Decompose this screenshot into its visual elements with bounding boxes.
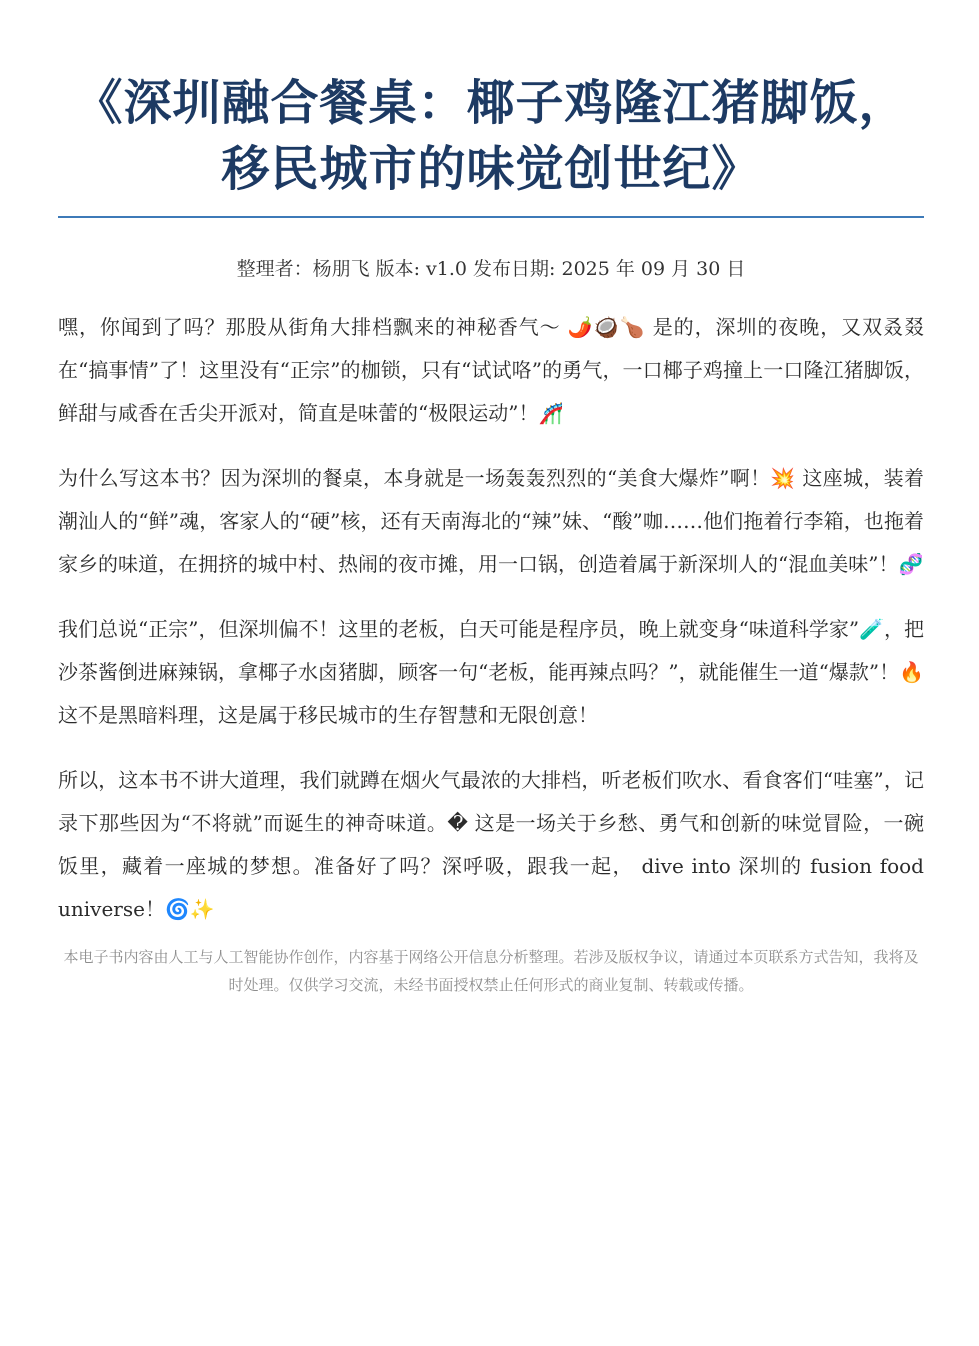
document-title: 《深圳融合餐桌：椰子鸡隆江猪脚饭，移民城市的味觉创世纪》: [74, 75, 908, 197]
document-meta: 整理者：杨朋飞 版本: v1.0 发布日期: 2025 年 09 月 30 日: [236, 258, 746, 280]
paragraph-intro: 嘿，你闻到了吗？那股从街角大排档飘来的神秘香气～ 🌶️🥥🍗 是的，深圳的夜晚，又双叒叕在“搞事情”了！这里没有“正宗”的枷锁，只有“试试咯”的勇气，一口椰子鸡撞上一口隆江猪脚饭，鲜甜与咸香在舌尖开派对，简直是味蕾的“极限运动”！🎢: [58, 315, 924, 425]
paragraph-conclusion: 所以，这本书不讲大道理，我们就蹲在烟火气最浓的大排档，听老板们吹水、看食客们“哇塞”，记录下那些因为“不将就”而诞生的神奇味道。� 这是一场关于乡愁、勇气和创新的味觉冒险，一碗饭里，藏着一座城的梦想。准备好了吗？深呼吸，跟我一起， dive into 深圳的 fusion food universe！🌀✨: [58, 768, 924, 921]
paragraph-authenticity: 我们总说“正宗”，但深圳偏不！这里的老板，白天可能是程序员，晚上就变身“味道科学家”🧪，把沙茶酱倒进麻辣锅，拿椰子水卤猪脚，顾客一句“老板，能再辣点吗？”，就能催生一道“爆款”！🔥 这不是黑暗料理，这是属于移民城市的生存智慧和无限创意！: [58, 617, 924, 727]
copyright-disclaimer: 本电子书内容由人工与人工智能协作创作，内容基于网络公开信息分析整理。若涉及版权争议，请通过本页联系方式告知，我将及时处理。仅供学习交流，未经书面授权禁止任何形式的商业复制、转载或传播。: [63, 948, 919, 994]
document-page: [58, 70, 924, 999]
paragraph-why: 为什么写这本书？因为深圳的餐桌，本身就是一场轰轰烈烈的“美食大爆炸”啊！💥 这座城，装着潮汕人的“鲜”魂，客家人的“硬”核，还有天南海北的“辣”妹、“酸”咖……他们拖着行李箱，也拖着家乡的味道，在拥挤的城中村、热闹的夜市摊，用一口锅，创造着属于新深圳人的“混血美味”！🧬: [58, 466, 924, 576]
title-divider: [58, 216, 924, 218]
